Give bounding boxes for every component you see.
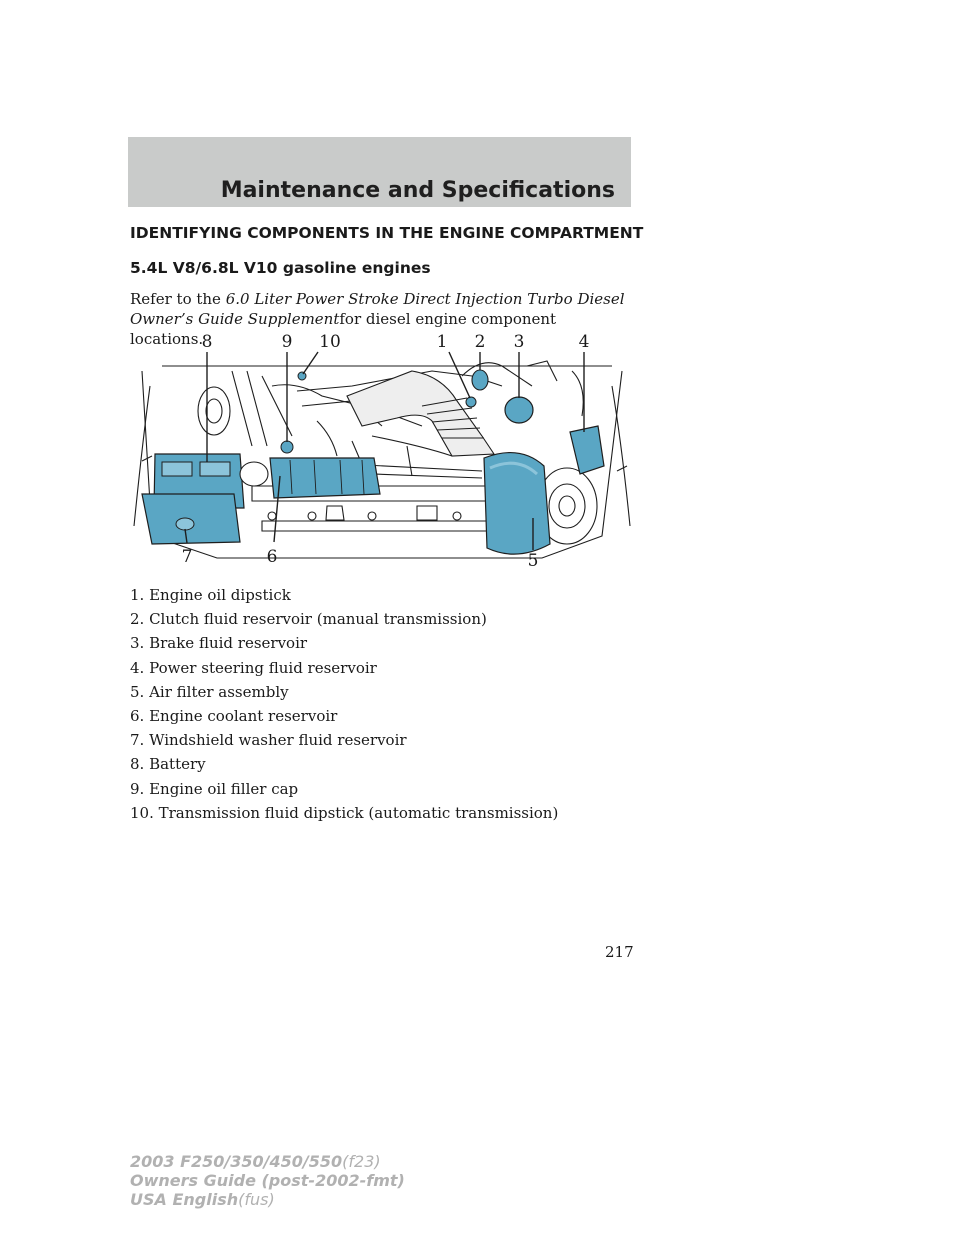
power-steering-reservoir bbox=[570, 426, 604, 474]
air-filter-assembly bbox=[484, 453, 550, 555]
engine-subtitle: 5.4L V8/6.8L V10 gasoline engines bbox=[130, 259, 431, 277]
component-legend bbox=[130, 583, 558, 825]
legend-item: 9. Engine oil filler cap bbox=[130, 779, 299, 798]
intro-suffix: for diesel engine component locations. bbox=[130, 310, 557, 348]
footer-line bbox=[130, 1152, 405, 1171]
callout-washer-reservoir: 7 bbox=[181, 547, 193, 567]
callout-transmission-dipstick: 10 bbox=[319, 332, 341, 352]
legend-item: 7. Windshield washer fluid reservoir bbox=[130, 731, 407, 750]
air-intake-tube bbox=[347, 371, 494, 456]
footer-model-code: (f23) bbox=[342, 1152, 381, 1171]
clutch-fluid-reservoir bbox=[472, 370, 488, 390]
legend-item: 6. Engine coolant reservoir bbox=[130, 706, 338, 725]
intro-italic-reference: 6.0 Liter Power Stroke Direct Injection Turbo Diesel Owner’s Guide Supplement bbox=[130, 290, 625, 328]
header-band bbox=[128, 137, 631, 207]
callout-brake-reservoir: 3 bbox=[513, 332, 525, 352]
brake-fluid-reservoir bbox=[505, 397, 533, 423]
legend-item: 2. Clutch fluid reservoir (manual transmission) bbox=[130, 610, 487, 629]
callout-air-filter: 5 bbox=[527, 551, 539, 571]
legend-item: 5. Air filter assembly bbox=[130, 682, 289, 701]
legend-item: 1. Engine oil dipstick bbox=[130, 586, 291, 604]
section-title: IDENTIFYING COMPONENTS IN THE ENGINE COMPARTMENT bbox=[130, 224, 644, 242]
callout-power-steering: 4 bbox=[578, 332, 590, 352]
engine-oil-dipstick bbox=[466, 397, 476, 407]
footer-guide: Owners Guide (post-2002-fmt) bbox=[130, 1171, 405, 1190]
intro-prefix: Refer to the bbox=[130, 290, 226, 308]
legend-item: 3. Brake fluid reservoir bbox=[130, 634, 308, 653]
footer-language: USA English bbox=[130, 1190, 239, 1209]
footer-line bbox=[130, 1171, 405, 1190]
washer-fluid-reservoir bbox=[142, 494, 240, 544]
callout-clutch-reservoir: 2 bbox=[474, 332, 486, 352]
oil-filler-cap bbox=[281, 441, 293, 453]
chapter-title: Maintenance and Specifications bbox=[220, 178, 615, 203]
legend-item: 8. Battery bbox=[130, 755, 206, 774]
engine-compartment-diagram bbox=[122, 326, 638, 574]
callout-oil-dipstick: 1 bbox=[436, 332, 448, 352]
callout-battery: 8 bbox=[201, 332, 213, 352]
callout-coolant-reservoir: 6 bbox=[266, 547, 278, 567]
footer-language-code: (fus) bbox=[238, 1190, 275, 1209]
coolant-reservoir bbox=[240, 458, 380, 498]
legend-item: 4. Power steering fluid reservoir bbox=[130, 658, 377, 677]
callout-oil-filler-cap: 9 bbox=[281, 332, 293, 352]
page-number: 217 bbox=[605, 943, 634, 961]
transmission-fluid-dipstick bbox=[298, 372, 306, 380]
footer-model: 2003 F250/350/450/550 bbox=[130, 1152, 343, 1171]
document-footer bbox=[130, 1152, 405, 1209]
footer-line bbox=[130, 1190, 405, 1209]
legend-item: 10. Transmission fluid dipstick (automatic transmission) bbox=[130, 803, 559, 822]
